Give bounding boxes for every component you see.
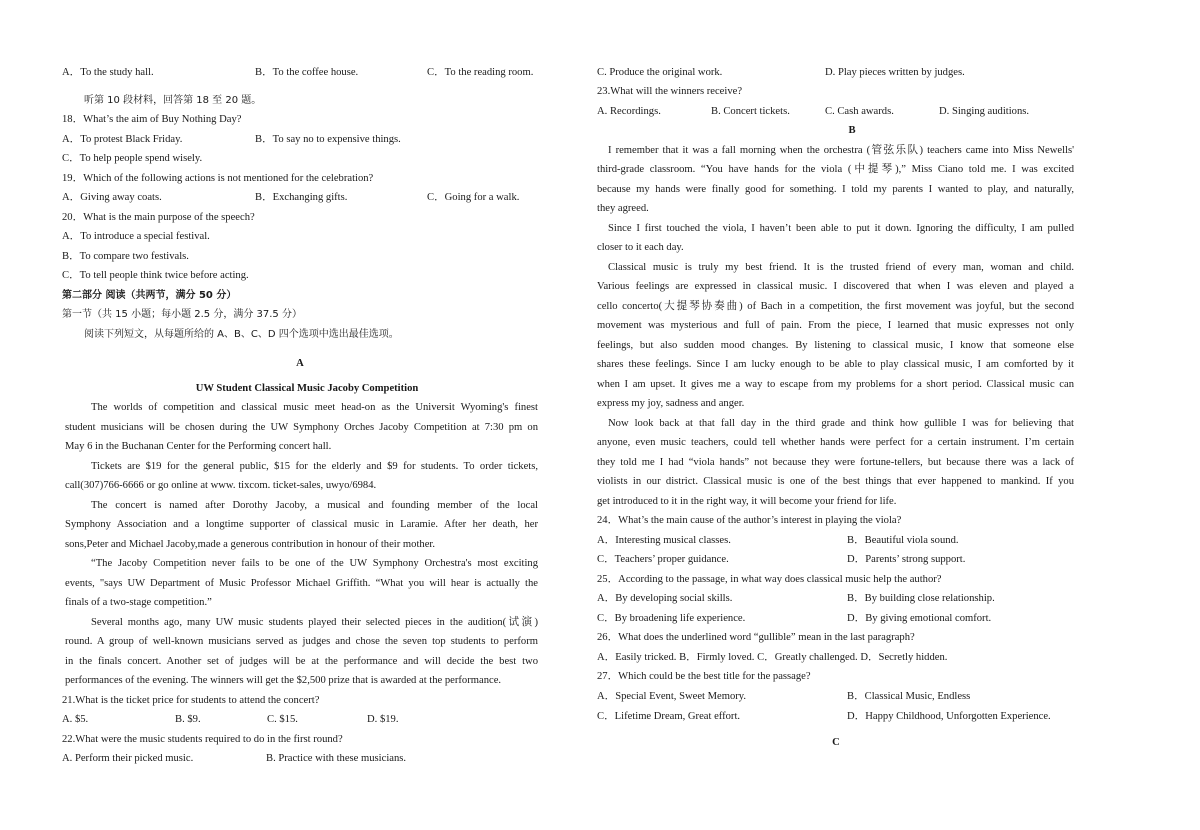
passage-a-line: sons,Peter and Michael Jacoby,made a generous contribution in honour of their mother. (65, 539, 435, 550)
material-10-instruction: 听第 10 段材料，回答第 18 至 20 题。 (84, 95, 262, 106)
q27-option-c: C．Lifetime Dream, Great effort. (597, 711, 741, 722)
passage-b-line: anyone, even music teachers, could tell whether hands were perfect for a certain instrument. I’m certain (597, 437, 1074, 448)
passage-b-line: shares these feelings. Since I am lucky enough to be able to play classical music, I am comforted by it (597, 359, 1074, 370)
passage-a-line: events, "says UW Department of Music Professor Michael Griffith. “What you will hear is actually the (65, 578, 538, 589)
passage-b-label: B (848, 125, 856, 136)
q21-option-a: A. $5. (62, 714, 89, 725)
passage-b-line: because my hands were finally good for something. I told my parents I wanted to play, and naturally, (597, 184, 1074, 195)
passage-a-title: UW Student Classical Music Jacoby Competition (195, 383, 419, 394)
q20-option-b: B．To compare two festivals. (62, 251, 189, 262)
passage-b-line: Various feelings are expressed in classical music. I discovered that when I was eleven and played a (597, 281, 1074, 292)
passage-a-line: May 6 in the Buchanan Center for the Performing concert hall. (65, 441, 332, 452)
passage-b-line: they told me I had “viola hands” not because they were fortune-tellers, but because there was a lack of (597, 457, 1074, 468)
question-21: 21.What is the ticket price for students to attend the concert? (62, 695, 320, 706)
passage-b-line: cello concerto(大提琴协奏曲) of Bach in a competition, the first movement was joyful, but the second (597, 301, 1074, 312)
passage-b-line: I remember that it was a fall morning when the orchestra (管弦乐队) teachers came into Miss Newells' (608, 145, 1074, 156)
question-25: 25．According to the passage, in what way does classical music help the author? (597, 574, 942, 585)
passage-a-line: Tickets are $19 for the general public, $15 for the elderly and $9 for students. To order tickets, (91, 461, 538, 472)
q22-option-c: C. Produce the original work. (597, 67, 723, 78)
q22-option-b: B. Practice with these musicians. (266, 753, 407, 764)
passage-b-line: express my joy, sadness and anger. (597, 398, 745, 409)
passage-a-label: A (296, 358, 304, 369)
q23-option-c: C. Cash awards. (825, 106, 894, 117)
q18-option-c: C．To help people spend wisely. (62, 153, 203, 164)
passage-a-line: The concert is named after Dorothy Jacoby, a musical and founding member of the local (91, 500, 538, 511)
question-27: 27．Which could be the best title for the passage? (597, 671, 811, 682)
question-23: 23.What will the winners receive? (597, 86, 743, 97)
passage-b-line: closer to it each day. (597, 242, 684, 253)
q18-option-b: B．To say no to expensive things. (255, 134, 401, 145)
passage-a-line: student musicians will be chosen during the UW Symphony Orches Jacoby Competition at 7:30 pm on (65, 422, 538, 433)
q25-option-c: C．By broadening life experience. (597, 613, 746, 624)
q17-option-c: C．To the reading room. (427, 67, 534, 78)
reading-instructions: 阅读下列短文，从每题所给的 A、B、C、D 四个选项中选出最佳选项。 (84, 329, 399, 340)
passage-a-line: performances of the evening. The winners will get the $2,500 prize that is awarded at the performance. (65, 675, 502, 686)
passage-a-line: finals of a two-stage competition.” (65, 597, 212, 608)
passage-a-line: Symphony Association and a longtime supporter of classical music in Laramie. After her death, her (65, 519, 538, 530)
question-20: 20．What is the main purpose of the speech? (62, 212, 255, 223)
q22-option-a: A. Perform their picked music. (62, 753, 194, 764)
q25-option-b: B．By building close relationship. (847, 593, 995, 604)
passage-b-line: get introduced to it in the right way, it will become your friend for life. (597, 496, 897, 507)
q25-option-a: A．By developing social skills. (597, 593, 733, 604)
q21-option-d: D. $19. (367, 714, 399, 725)
q20-option-c: C．To tell people think twice before acting. (62, 270, 249, 281)
q17-option-a: A．To the study hall. (62, 67, 154, 78)
q22-option-d: D. Play pieces written by judges. (825, 67, 965, 78)
section-1-heading: 第一节（共 15 小题；每小题 2.5 分，满分 37.5 分） (62, 309, 302, 320)
q26-options: A．Easily tricked. B．Firmly loved. C．Greatly challenged. D．Secretly hidden. (597, 652, 948, 663)
q24-option-d: D．Parents’ strong support. (847, 554, 966, 565)
q20-option-a: A．To introduce a special festival. (62, 231, 210, 242)
q27-option-a: A．Special Event, Sweet Memory. (597, 691, 747, 702)
q23-option-b: B. Concert tickets. (711, 106, 790, 117)
passage-b-line: Now look back at that fall day in the third grade and think how gullible I was for believing that (608, 418, 1074, 429)
passage-a-line: Several months ago, many UW music students played their selected pieces in the audition(试演) (91, 617, 538, 628)
question-26: 26．What does the underlined word “gullible” mean in the last paragraph? (597, 632, 915, 643)
q23-option-a: A. Recordings. (597, 106, 661, 117)
passage-b-line: when I am upset. It gives me a way to escape from my problems for a short period. Classical music can (597, 379, 1074, 390)
question-18: 18．What’s the aim of Buy Nothing Day? (62, 114, 242, 125)
q25-option-d: D．By giving emotional comfort. (847, 613, 992, 624)
q23-option-d: D. Singing auditions. (939, 106, 1030, 117)
passage-b-line: third-grade classroom. “You have hands for the viola (中提琴),” Miss Ciano told me. I was excited (597, 164, 1074, 175)
q24-option-c: C．Teachers’ proper guidance. (597, 554, 729, 565)
q18-option-a: A．To protest Black Friday. (62, 134, 183, 145)
passage-b-line: they agreed. (597, 203, 649, 214)
q21-option-b: B. $9. (175, 714, 201, 725)
q19-option-a: A．Giving away coats. (62, 192, 162, 203)
q27-option-b: B．Classical Music, Endless (847, 691, 971, 702)
q17-option-b: B．To the coffee house. (255, 67, 359, 78)
q21-option-c: C. $15. (267, 714, 298, 725)
q27-option-d: D．Happy Childhood, Unforgotten Experience. (847, 711, 1051, 722)
passage-a-line: in the finals concert. Another set of judges will be at the performance and will decide the best two (65, 656, 538, 667)
passage-a-line: The worlds of competition and classical music meet head-on as the Universit Wyoming's finest (91, 402, 538, 413)
passage-b-line: Since I first touched the viola, I haven’t been able to put it down. Ignoring the difficulty, I am pulled (608, 223, 1074, 234)
passage-c-label: C (832, 737, 840, 748)
question-22: 22.What were the music students required to do in the first round? (62, 734, 343, 745)
passage-a-line: “The Jacoby Competition never fails to be one of the UW Symphony Orchestra's most exciting (91, 558, 538, 569)
passage-b-line: movement was mysterious and full of pain. From the piece, I learned that music expresses not only (597, 320, 1074, 331)
q24-option-a: A．Interesting musical classes. (597, 535, 731, 546)
question-19: 19．Which of the following actions is not mentioned for the celebration? (62, 173, 374, 184)
passage-b-line: violists in our district. Classical music is one of the best things that ever happened to mankind. If you (597, 476, 1074, 487)
part-2-heading: 第二部分 阅读（共两节，满分 50 分） (62, 290, 237, 301)
q19-option-c: C．Going for a walk. (427, 192, 520, 203)
passage-a-line: round. A group of well-known musicians served as judges and chose the seven top students to perform (65, 636, 538, 647)
q19-option-b: B．Exchanging gifts. (255, 192, 348, 203)
q24-option-b: B．Beautiful viola sound. (847, 535, 959, 546)
passage-b-line: feelings, but also sudden mood changes. By listening to classical music, I know that someone else (597, 340, 1074, 351)
question-24: 24．What’s the main cause of the author’s interest in playing the viola? (597, 515, 902, 526)
passage-b-line: Classical music is truly my best friend. It is the trusted friend of every man, woman and child. (608, 262, 1074, 273)
passage-a-line: call(307)766-6666 or go online at www. tixcom. ticket-sales, uwyo/6984. (65, 480, 377, 491)
